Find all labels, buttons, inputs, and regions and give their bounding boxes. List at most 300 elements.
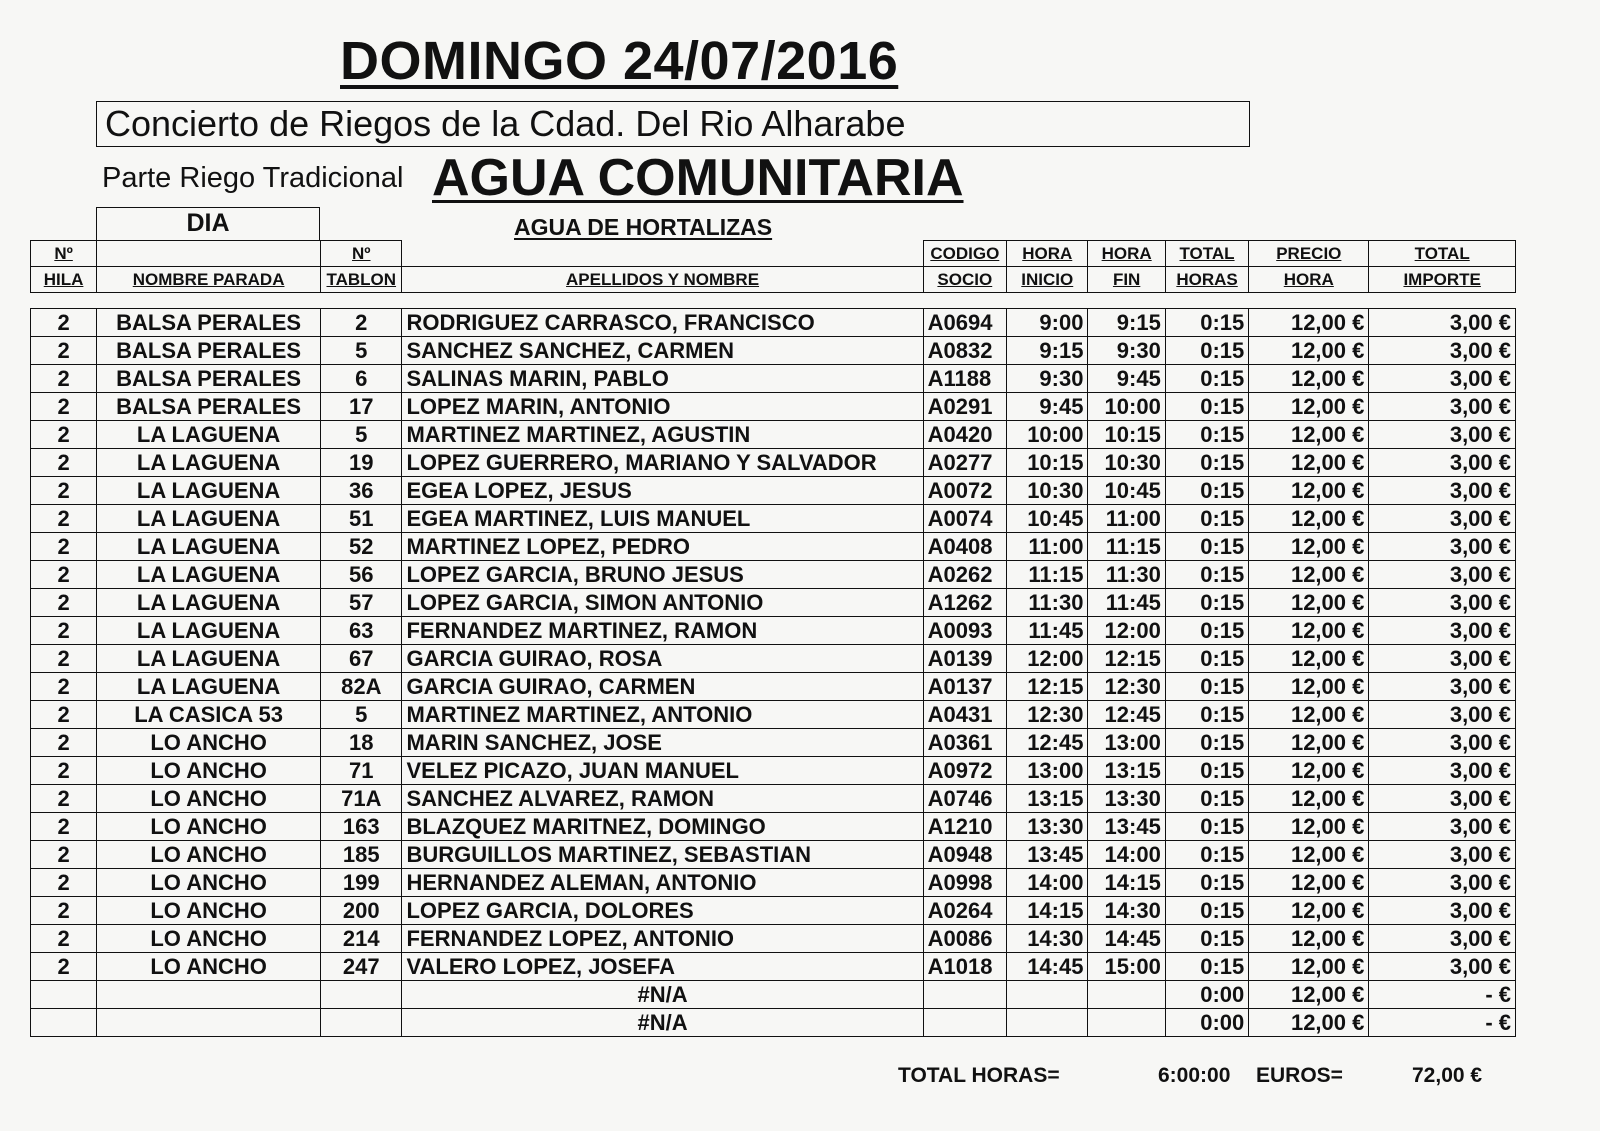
- cell-total-horas: 0:15: [1165, 337, 1248, 365]
- cell-hila: 2: [31, 925, 97, 953]
- cell-parada: LO ANCHO: [97, 757, 321, 785]
- cell-parada: [97, 981, 321, 1009]
- cell-hora-inicio: 14:15: [1007, 897, 1088, 925]
- cell-hora-inicio: 10:00: [1007, 421, 1088, 449]
- cell-hora-inicio: 11:30: [1007, 589, 1088, 617]
- cell-nombre: LOPEZ GUERRERO, MARIANO Y SALVADOR: [402, 449, 923, 477]
- cell-total-horas: 0:15: [1165, 561, 1248, 589]
- cell-hora-fin: 10:15: [1088, 421, 1165, 449]
- table-row: [31, 673, 1516, 701]
- cell-parada: LA LAGUENA: [97, 505, 321, 533]
- cell-parada: LA LAGUENA: [97, 561, 321, 589]
- cell-tablon: 51: [321, 505, 402, 533]
- header-tablon-bottom: TABLON: [321, 267, 402, 293]
- cell-nombre: EGEA MARTINEZ, LUIS MANUEL: [402, 505, 923, 533]
- cell-precio-hora: 12,00 €: [1249, 981, 1369, 1009]
- table-row: [31, 785, 1516, 813]
- cell-hila: 2: [31, 309, 97, 337]
- cell-nombre: SALINAS MARIN, PABLO: [402, 365, 923, 393]
- cell-hora-fin: 12:15: [1088, 645, 1165, 673]
- cell-parada: BALSA PERALES: [97, 365, 321, 393]
- cell-total-importe: 3,00 €: [1369, 785, 1516, 813]
- parte-label: Parte Riego Tradicional: [102, 162, 404, 194]
- cell-codigo: A0291: [923, 393, 1006, 421]
- cell-hila: 2: [31, 841, 97, 869]
- cell-codigo: [923, 981, 1006, 1009]
- cell-hila: [31, 981, 97, 1009]
- cell-total-importe: 3,00 €: [1369, 841, 1516, 869]
- section-heading: AGUA DE HORTALIZAS: [514, 214, 773, 240]
- cell-nombre: LOPEZ GARCIA, SIMON ANTONIO: [402, 589, 923, 617]
- cell-tablon: 52: [321, 533, 402, 561]
- cell-hora-inicio: 12:15: [1007, 673, 1088, 701]
- cell-codigo: A0431: [923, 701, 1006, 729]
- cell-hora-inicio: 9:30: [1007, 365, 1088, 393]
- header-hila-top: Nº: [31, 241, 97, 267]
- table-row: [31, 533, 1516, 561]
- cell-codigo: A0361: [923, 729, 1006, 757]
- table-row: [31, 841, 1516, 869]
- cell-hora-inicio: 12:30: [1007, 701, 1088, 729]
- cell-total-importe: 3,00 €: [1369, 393, 1516, 421]
- cell-tablon: 19: [321, 449, 402, 477]
- cell-hora-fin: 10:00: [1088, 393, 1165, 421]
- cell-precio-hora: 12,00 €: [1249, 869, 1369, 897]
- cell-hora-fin: 9:45: [1088, 365, 1165, 393]
- header-inicio-bottom: INICIO: [1007, 267, 1088, 293]
- cell-hora-inicio: 13:30: [1007, 813, 1088, 841]
- cell-total-importe: 3,00 €: [1369, 477, 1516, 505]
- table-row: [31, 617, 1516, 645]
- cell-parada: LA LAGUENA: [97, 533, 321, 561]
- cell-precio-hora: 12,00 €: [1249, 701, 1369, 729]
- cell-hora-fin: 14:45: [1088, 925, 1165, 953]
- cell-total-horas: 0:15: [1165, 701, 1248, 729]
- cell-hora-fin: 12:30: [1088, 673, 1165, 701]
- cell-total-importe: 3,00 €: [1369, 365, 1516, 393]
- cell-hora-inicio: 9:15: [1007, 337, 1088, 365]
- cell-codigo: A0832: [923, 337, 1006, 365]
- cell-precio-hora: 12,00 €: [1249, 337, 1369, 365]
- cell-codigo: A0948: [923, 841, 1006, 869]
- cell-hila: 2: [31, 477, 97, 505]
- cell-codigo: A0137: [923, 673, 1006, 701]
- cell-codigo: A0408: [923, 533, 1006, 561]
- cell-hila: 2: [31, 533, 97, 561]
- cell-codigo: A1188: [923, 365, 1006, 393]
- header-importe-bottom: IMPORTE: [1369, 267, 1516, 293]
- cell-nombre: VELEZ PICAZO, JUAN MANUEL: [402, 757, 923, 785]
- subtitle-box: Concierto de Riegos de la Cdad. Del Rio Alharabe: [96, 101, 1250, 147]
- cell-codigo: A0998: [923, 869, 1006, 897]
- cell-hora-fin: 12:45: [1088, 701, 1165, 729]
- cell-nombre: MARTINEZ MARTINEZ, AGUSTIN: [402, 421, 923, 449]
- cell-total-importe: 3,00 €: [1369, 701, 1516, 729]
- cell-codigo: A0262: [923, 561, 1006, 589]
- cell-parada: LA LAGUENA: [97, 617, 321, 645]
- cell-hora-fin: 11:15: [1088, 533, 1165, 561]
- cell-hora-inicio: 10:45: [1007, 505, 1088, 533]
- cell-nombre: HERNANDEZ ALEMAN, ANTONIO: [402, 869, 923, 897]
- cell-parada: LA LAGUENA: [97, 645, 321, 673]
- header-parada: NOMBRE PARADA: [97, 267, 321, 293]
- header-horas-top: TOTAL: [1165, 241, 1248, 267]
- table-row: [31, 505, 1516, 533]
- cell-parada: LO ANCHO: [97, 869, 321, 897]
- cell-nombre: MARIN SANCHEZ, JOSE: [402, 729, 923, 757]
- cell-tablon: 5: [321, 421, 402, 449]
- total-horas-value: 6:00:00: [1158, 1064, 1231, 1087]
- cell-total-importe: 3,00 €: [1369, 449, 1516, 477]
- cell-codigo: A0264: [923, 897, 1006, 925]
- table-row: [31, 645, 1516, 673]
- cell-parada: LO ANCHO: [97, 953, 321, 981]
- cell-total-horas: 0:15: [1165, 533, 1248, 561]
- cell-parada: LO ANCHO: [97, 897, 321, 925]
- cell-hora-fin: [1088, 1009, 1165, 1037]
- cell-hila: 2: [31, 813, 97, 841]
- cell-hora-fin: 12:00: [1088, 617, 1165, 645]
- cell-hora-fin: 10:30: [1088, 449, 1165, 477]
- cell-hora-inicio: [1007, 1009, 1088, 1037]
- cell-codigo: A0086: [923, 925, 1006, 953]
- cell-total-horas: 0:15: [1165, 813, 1248, 841]
- table-row: [31, 757, 1516, 785]
- cell-parada: LA LAGUENA: [97, 449, 321, 477]
- irrigation-table: [30, 308, 1516, 1037]
- cell-precio-hora: 12,00 €: [1249, 617, 1369, 645]
- cell-total-importe: 3,00 €: [1369, 533, 1516, 561]
- cell-codigo: A0277: [923, 449, 1006, 477]
- cell-hora-inicio: [1007, 981, 1088, 1009]
- table-row: [31, 869, 1516, 897]
- table-row: [31, 981, 1516, 1009]
- table-row: [31, 337, 1516, 365]
- cell-nombre: EGEA LOPEZ, JESUS: [402, 477, 923, 505]
- cell-nombre: BLAZQUEZ MARITNEZ, DOMINGO: [402, 813, 923, 841]
- cell-precio-hora: 12,00 €: [1249, 589, 1369, 617]
- cell-hila: 2: [31, 953, 97, 981]
- cell-hora-inicio: 14:30: [1007, 925, 1088, 953]
- cell-hila: 2: [31, 673, 97, 701]
- cell-total-horas: 0:15: [1165, 897, 1248, 925]
- cell-codigo: A0746: [923, 785, 1006, 813]
- cell-tablon: 214: [321, 925, 402, 953]
- euros-label: EUROS=: [1256, 1064, 1343, 1087]
- total-horas-label: TOTAL HORAS=: [898, 1064, 1060, 1087]
- cell-nombre: LOPEZ GARCIA, DOLORES: [402, 897, 923, 925]
- cell-hora-fin: 15:00: [1088, 953, 1165, 981]
- table-row: [31, 953, 1516, 981]
- cell-parada: BALSA PERALES: [97, 337, 321, 365]
- cell-parada: LO ANCHO: [97, 841, 321, 869]
- table-row: [31, 1009, 1516, 1037]
- cell-tablon: 5: [321, 337, 402, 365]
- header-fin-top: HORA: [1088, 241, 1165, 267]
- cell-hora-inicio: 9:45: [1007, 393, 1088, 421]
- cell-tablon: 199: [321, 869, 402, 897]
- cell-total-horas: 0:15: [1165, 505, 1248, 533]
- cell-hila: 2: [31, 365, 97, 393]
- agua-heading: AGUA COMUNITARIA: [432, 149, 964, 207]
- cell-parada: BALSA PERALES: [97, 393, 321, 421]
- cell-total-horas: 0:15: [1165, 953, 1248, 981]
- cell-total-horas: 0:15: [1165, 589, 1248, 617]
- cell-hora-inicio: 10:15: [1007, 449, 1088, 477]
- column-headers: [30, 240, 1516, 293]
- cell-nombre: FERNANDEZ MARTINEZ, RAMON: [402, 617, 923, 645]
- cell-hora-inicio: 12:00: [1007, 645, 1088, 673]
- cell-hila: [31, 1009, 97, 1037]
- cell-tablon: 247: [321, 953, 402, 981]
- header-fin-bottom: FIN: [1088, 267, 1165, 293]
- cell-hora-inicio: 11:45: [1007, 617, 1088, 645]
- table-row: [31, 813, 1516, 841]
- cell-tablon: 56: [321, 561, 402, 589]
- cell-tablon: 163: [321, 813, 402, 841]
- cell-total-importe: 3,00 €: [1369, 757, 1516, 785]
- cell-tablon: 18: [321, 729, 402, 757]
- cell-total-horas: 0:00: [1165, 981, 1248, 1009]
- cell-precio-hora: 12,00 €: [1249, 1009, 1369, 1037]
- cell-hora-fin: 13:30: [1088, 785, 1165, 813]
- cell-nombre: #N/A: [402, 1009, 923, 1037]
- cell-total-horas: 0:15: [1165, 477, 1248, 505]
- cell-total-importe: 3,00 €: [1369, 589, 1516, 617]
- cell-hora-fin: 13:45: [1088, 813, 1165, 841]
- cell-nombre: GARCIA GUIRAO, CARMEN: [402, 673, 923, 701]
- cell-hila: 2: [31, 757, 97, 785]
- cell-nombre: #N/A: [402, 981, 923, 1009]
- cell-total-horas: 0:15: [1165, 393, 1248, 421]
- cell-tablon: 2: [321, 309, 402, 337]
- cell-precio-hora: 12,00 €: [1249, 393, 1369, 421]
- header-codigo-bottom: SOCIO: [923, 267, 1006, 293]
- cell-total-importe: - €: [1369, 981, 1516, 1009]
- cell-parada: [97, 1009, 321, 1037]
- cell-hila: 2: [31, 337, 97, 365]
- table-row: [31, 393, 1516, 421]
- cell-codigo: A0072: [923, 477, 1006, 505]
- cell-tablon: 6: [321, 365, 402, 393]
- cell-hora-fin: 9:30: [1088, 337, 1165, 365]
- cell-hila: 2: [31, 505, 97, 533]
- cell-parada: LO ANCHO: [97, 785, 321, 813]
- cell-hila: 2: [31, 869, 97, 897]
- cell-codigo: [923, 1009, 1006, 1037]
- cell-total-importe: 3,00 €: [1369, 421, 1516, 449]
- cell-parada: LA LAGUENA: [97, 421, 321, 449]
- cell-hora-inicio: 12:45: [1007, 729, 1088, 757]
- cell-hila: 2: [31, 785, 97, 813]
- cell-total-importe: 3,00 €: [1369, 813, 1516, 841]
- cell-hora-fin: 13:00: [1088, 729, 1165, 757]
- cell-nombre: BURGUILLOS MARTINEZ, SEBASTIAN: [402, 841, 923, 869]
- cell-precio-hora: 12,00 €: [1249, 449, 1369, 477]
- cell-nombre: MARTINEZ LOPEZ, PEDRO: [402, 533, 923, 561]
- cell-precio-hora: 12,00 €: [1249, 841, 1369, 869]
- cell-total-importe: 3,00 €: [1369, 617, 1516, 645]
- cell-tablon: 5: [321, 701, 402, 729]
- table-row: [31, 729, 1516, 757]
- cell-hila: 2: [31, 421, 97, 449]
- table-row: [31, 421, 1516, 449]
- euros-value: 72,00 €: [1412, 1064, 1483, 1087]
- cell-parada: LO ANCHO: [97, 729, 321, 757]
- cell-tablon: 67: [321, 645, 402, 673]
- table-row: [31, 925, 1516, 953]
- cell-precio-hora: 12,00 €: [1249, 785, 1369, 813]
- header-importe-top: TOTAL: [1369, 241, 1516, 267]
- cell-total-horas: 0:15: [1165, 365, 1248, 393]
- cell-total-horas: 0:15: [1165, 645, 1248, 673]
- cell-codigo: A0093: [923, 617, 1006, 645]
- cell-hora-inicio: 13:45: [1007, 841, 1088, 869]
- table-row: [31, 477, 1516, 505]
- cell-hora-fin: [1088, 981, 1165, 1009]
- cell-total-horas: 0:15: [1165, 925, 1248, 953]
- cell-total-importe: 3,00 €: [1369, 953, 1516, 981]
- cell-parada: LO ANCHO: [97, 925, 321, 953]
- cell-hora-inicio: 9:00: [1007, 309, 1088, 337]
- cell-codigo: A0139: [923, 645, 1006, 673]
- cell-hora-fin: 14:30: [1088, 897, 1165, 925]
- cell-precio-hora: 12,00 €: [1249, 561, 1369, 589]
- cell-tablon: 36: [321, 477, 402, 505]
- header-precio-top: PRECIO: [1249, 241, 1369, 267]
- cell-hila: 2: [31, 645, 97, 673]
- cell-hila: 2: [31, 701, 97, 729]
- cell-hora-inicio: 10:30: [1007, 477, 1088, 505]
- cell-total-horas: 0:15: [1165, 729, 1248, 757]
- cell-parada: LA LAGUENA: [97, 477, 321, 505]
- cell-hila: 2: [31, 617, 97, 645]
- cell-total-importe: 3,00 €: [1369, 869, 1516, 897]
- cell-precio-hora: 12,00 €: [1249, 533, 1369, 561]
- cell-codigo: A0074: [923, 505, 1006, 533]
- cell-codigo: A0420: [923, 421, 1006, 449]
- cell-total-importe: 3,00 €: [1369, 897, 1516, 925]
- cell-total-importe: 3,00 €: [1369, 337, 1516, 365]
- header-hila-bottom: HILA: [31, 267, 97, 293]
- cell-precio-hora: 12,00 €: [1249, 421, 1369, 449]
- cell-hora-inicio: 13:00: [1007, 757, 1088, 785]
- cell-codigo: A0972: [923, 757, 1006, 785]
- cell-total-importe: 3,00 €: [1369, 561, 1516, 589]
- cell-tablon: 82A: [321, 673, 402, 701]
- cell-hila: 2: [31, 589, 97, 617]
- cell-nombre: RODRIGUEZ CARRASCO, FRANCISCO: [402, 309, 923, 337]
- cell-tablon: 57: [321, 589, 402, 617]
- cell-hora-fin: 11:30: [1088, 561, 1165, 589]
- cell-nombre: SANCHEZ SANCHEZ, CARMEN: [402, 337, 923, 365]
- cell-hora-fin: 11:00: [1088, 505, 1165, 533]
- cell-total-horas: 0:15: [1165, 449, 1248, 477]
- header-inicio-top: HORA: [1007, 241, 1088, 267]
- cell-nombre: LOPEZ MARIN, ANTONIO: [402, 393, 923, 421]
- dia-label: DIA: [96, 207, 320, 241]
- cell-parada: BALSA PERALES: [97, 309, 321, 337]
- cell-total-importe: 3,00 €: [1369, 645, 1516, 673]
- cell-nombre: GARCIA GUIRAO, ROSA: [402, 645, 923, 673]
- cell-parada: LA CASICA 53: [97, 701, 321, 729]
- cell-nombre: MARTINEZ MARTINEZ, ANTONIO: [402, 701, 923, 729]
- cell-precio-hora: 12,00 €: [1249, 757, 1369, 785]
- cell-precio-hora: 12,00 €: [1249, 925, 1369, 953]
- header-codigo-top: CODIGO: [923, 241, 1006, 267]
- cell-total-importe: 3,00 €: [1369, 925, 1516, 953]
- table-row: [31, 561, 1516, 589]
- cell-parada: LA LAGUENA: [97, 589, 321, 617]
- cell-precio-hora: 12,00 €: [1249, 729, 1369, 757]
- cell-codigo: A1018: [923, 953, 1006, 981]
- cell-codigo: A1210: [923, 813, 1006, 841]
- cell-precio-hora: 12,00 €: [1249, 505, 1369, 533]
- cell-total-horas: 0:15: [1165, 673, 1248, 701]
- cell-tablon: [321, 981, 402, 1009]
- cell-nombre: VALERO LOPEZ, JOSEFA: [402, 953, 923, 981]
- table-row: [31, 309, 1516, 337]
- cell-hora-inicio: 13:15: [1007, 785, 1088, 813]
- page-title: DOMINGO 24/07/2016: [340, 31, 899, 91]
- cell-tablon: 200: [321, 897, 402, 925]
- cell-hora-fin: 14:15: [1088, 869, 1165, 897]
- cell-precio-hora: 12,00 €: [1249, 813, 1369, 841]
- cell-hila: 2: [31, 561, 97, 589]
- cell-precio-hora: 12,00 €: [1249, 365, 1369, 393]
- cell-hora-inicio: 11:00: [1007, 533, 1088, 561]
- cell-parada: LA LAGUENA: [97, 673, 321, 701]
- cell-hora-inicio: 11:15: [1007, 561, 1088, 589]
- cell-hora-fin: 10:45: [1088, 477, 1165, 505]
- cell-tablon: 185: [321, 841, 402, 869]
- cell-total-horas: 0:15: [1165, 309, 1248, 337]
- table-row: [31, 589, 1516, 617]
- table-row: [31, 897, 1516, 925]
- cell-total-importe: 3,00 €: [1369, 505, 1516, 533]
- cell-total-horas: 0:15: [1165, 757, 1248, 785]
- cell-hora-inicio: 14:00: [1007, 869, 1088, 897]
- cell-total-importe: 3,00 €: [1369, 729, 1516, 757]
- cell-total-horas: 0:15: [1165, 841, 1248, 869]
- header-horas-bottom: HORAS: [1165, 267, 1248, 293]
- header-tablon-top: Nº: [321, 241, 402, 267]
- cell-hora-fin: 9:15: [1088, 309, 1165, 337]
- cell-codigo: A1262: [923, 589, 1006, 617]
- cell-parada: LO ANCHO: [97, 813, 321, 841]
- cell-tablon: 71: [321, 757, 402, 785]
- cell-total-horas: 0:15: [1165, 617, 1248, 645]
- cell-total-horas: 0:15: [1165, 869, 1248, 897]
- cell-precio-hora: 12,00 €: [1249, 477, 1369, 505]
- cell-hora-fin: 13:15: [1088, 757, 1165, 785]
- cell-total-importe: 3,00 €: [1369, 673, 1516, 701]
- cell-hora-fin: 11:45: [1088, 589, 1165, 617]
- cell-total-importe: - €: [1369, 1009, 1516, 1037]
- cell-hora-fin: 14:00: [1088, 841, 1165, 869]
- cell-hora-inicio: 14:45: [1007, 953, 1088, 981]
- cell-tablon: 17: [321, 393, 402, 421]
- cell-total-horas: 0:15: [1165, 421, 1248, 449]
- cell-tablon: 71A: [321, 785, 402, 813]
- table-row: [31, 365, 1516, 393]
- cell-precio-hora: 12,00 €: [1249, 645, 1369, 673]
- cell-codigo: A0694: [923, 309, 1006, 337]
- cell-nombre: LOPEZ GARCIA, BRUNO JESUS: [402, 561, 923, 589]
- header-precio-bottom: HORA: [1249, 267, 1369, 293]
- cell-total-horas: 0:00: [1165, 1009, 1248, 1037]
- cell-hila: 2: [31, 449, 97, 477]
